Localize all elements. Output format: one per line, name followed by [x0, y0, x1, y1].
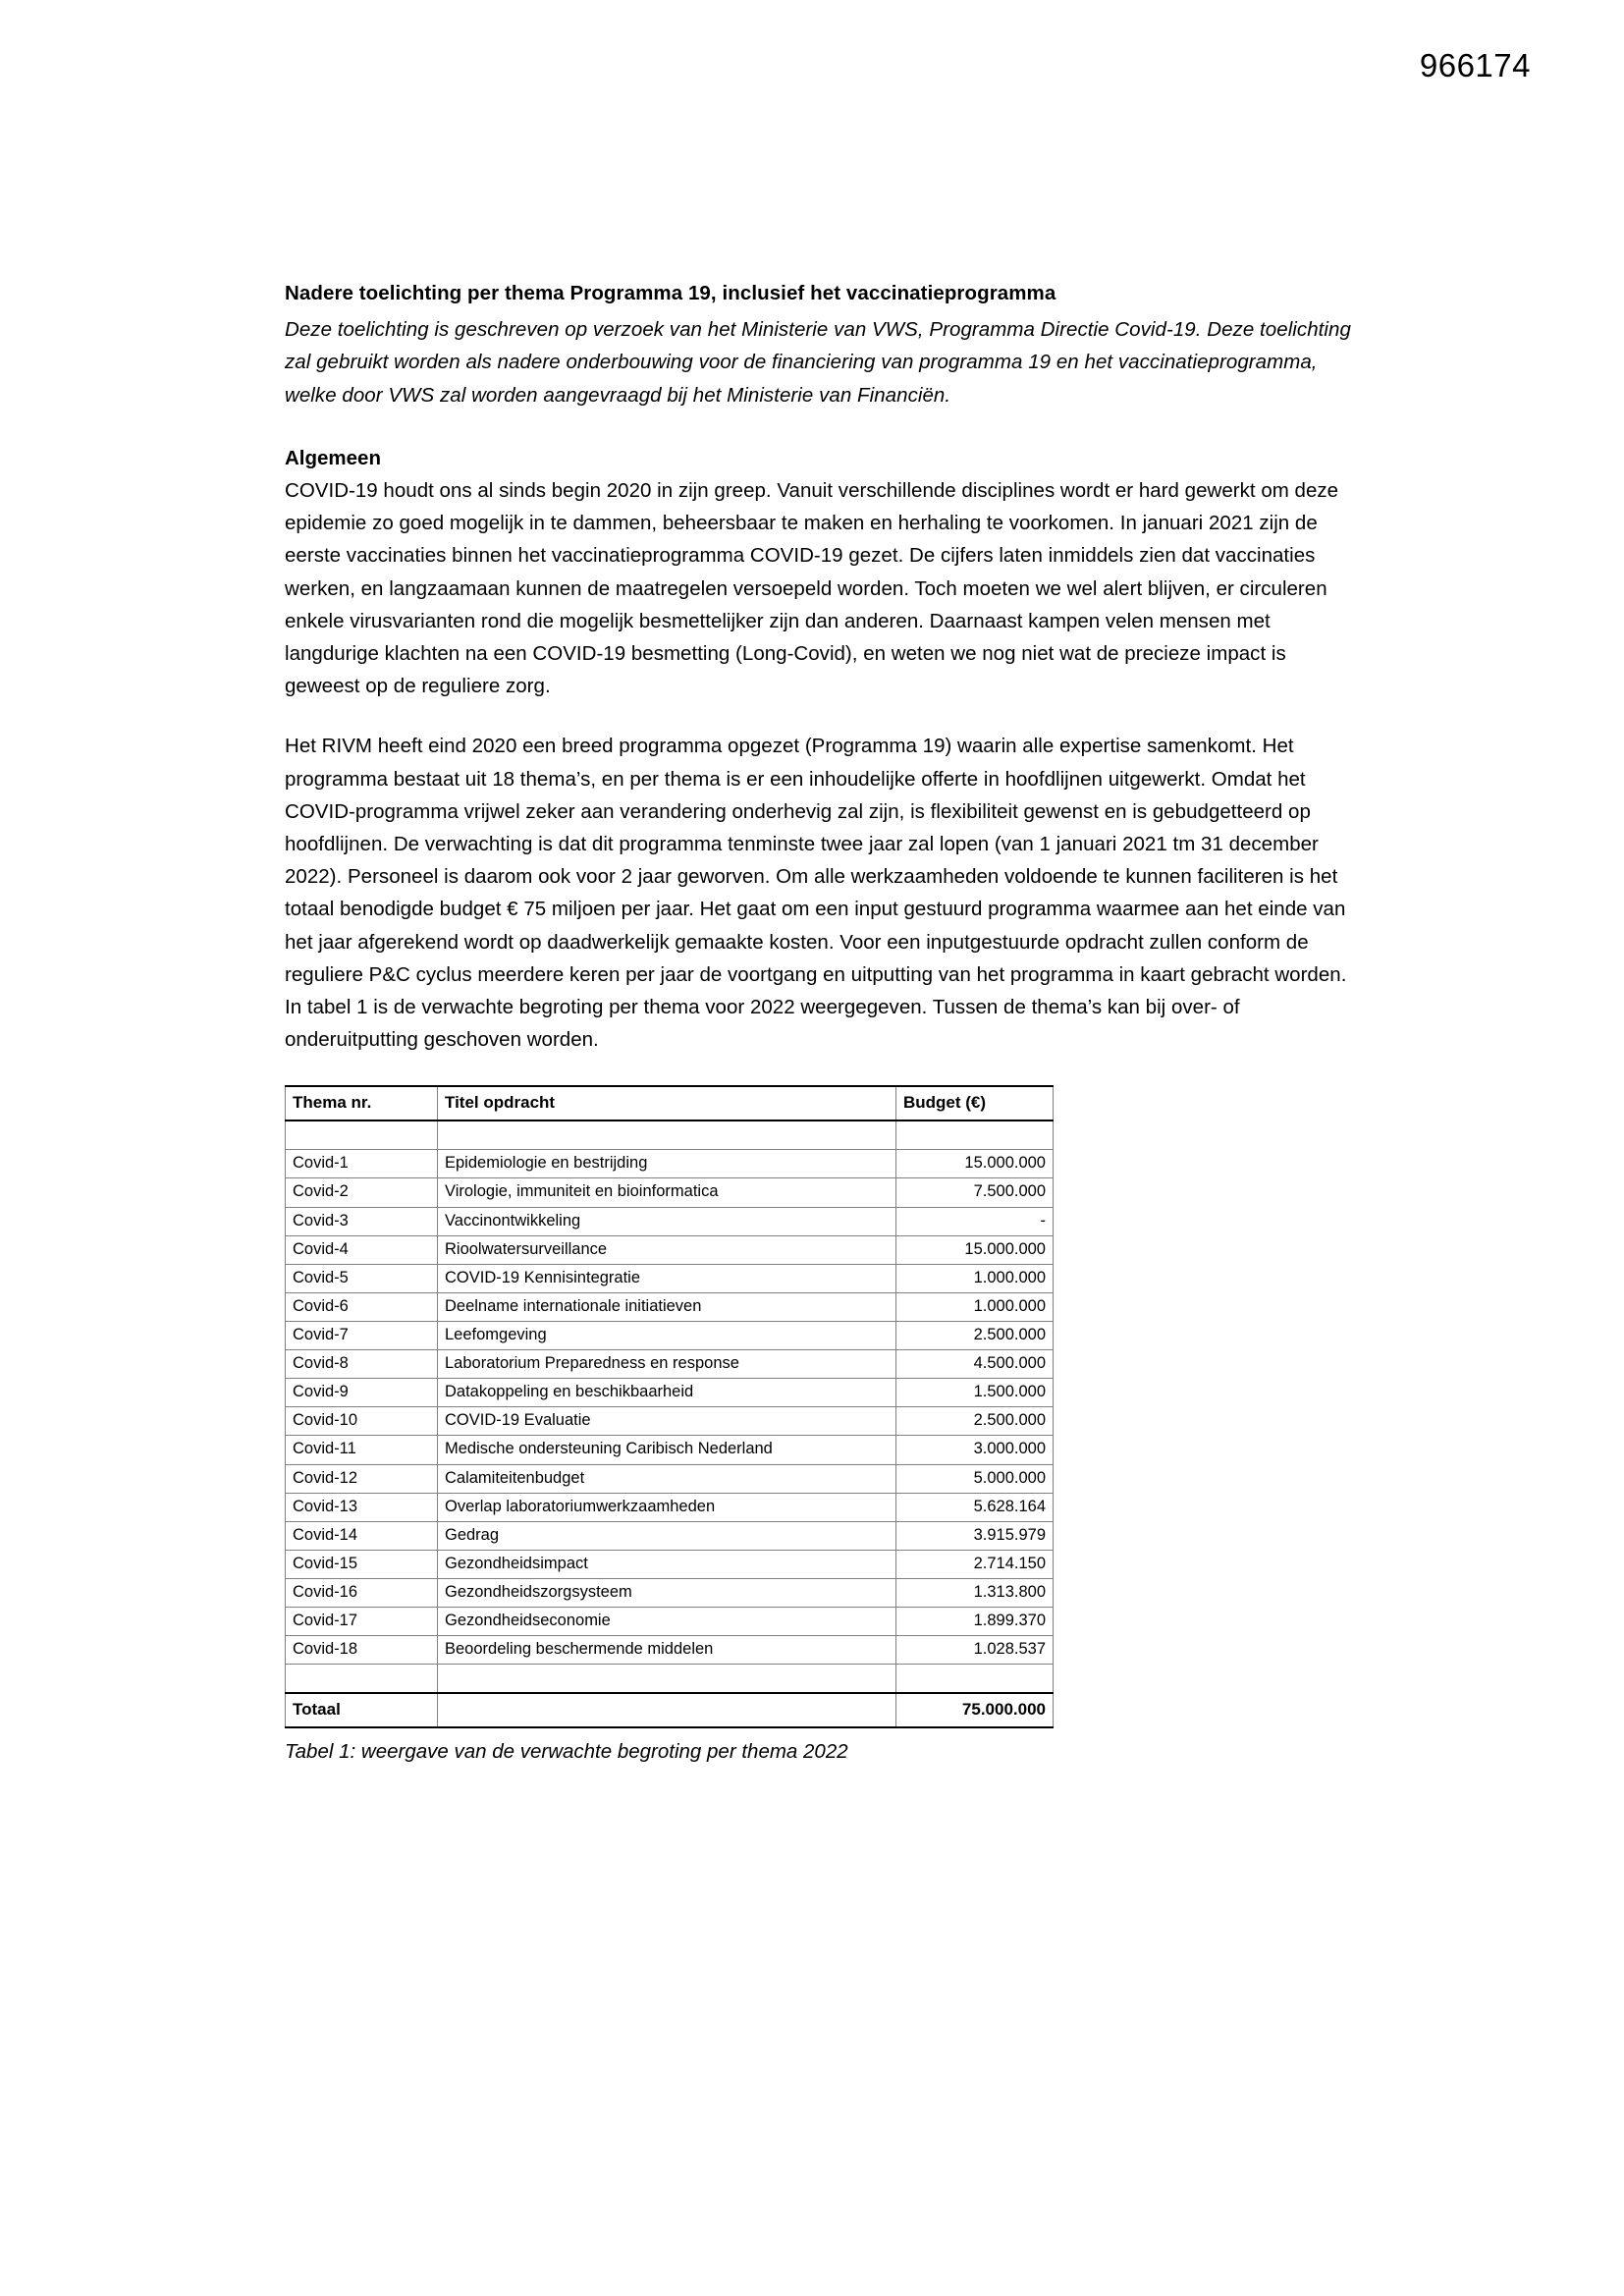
cell-titel-opdracht: COVID-19 Evaluatie: [438, 1407, 896, 1436]
cell-titel-opdracht: Datakoppeling en beschikbaarheid: [438, 1379, 896, 1407]
paragraph-algemeen-1: COVID-19 houdt ons al sinds begin 2020 in zijn greep. Vanuit verschillende disciplines wordt er hard gewerkt om deze epidemie zo goed mogelijk in te dammen, beheersbaar te maken en herhaling te voorkomen. In januari 2021 zijn de eerste vaccinaties binnen het vaccinatieprogramma COVID-19 gezet. De cijfers laten inmiddels zien dat vaccinaties werken, en langzaamaan kunnen de maatregelen versoepeld worden. Toch moeten we wel alert blijven, er circuleren enkele virusvarianten rond die mogelijk besmettelijker zijn dan anderen. Daarnaast kampen velen mensen met langdurige klachten na een COVID-19 besmetting (Long-Covid), en weten we nog niet wat de precieze impact is geweest op de reguliere zorg.: [285, 479, 1339, 698]
cell-titel-opdracht: Beoordeling beschermende middelen: [438, 1636, 896, 1665]
cell-budget: 2.500.000: [896, 1321, 1054, 1349]
cell-titel-opdracht: Gedrag: [438, 1521, 896, 1550]
cell-thema-nr: Covid-10: [286, 1407, 438, 1436]
cell-budget: 3.000.000: [896, 1436, 1054, 1464]
cell-thema-nr: Covid-17: [286, 1608, 438, 1636]
cell-budget: 2.714.150: [896, 1550, 1054, 1578]
table-header-row: [286, 1086, 1054, 1121]
cell-budget: 1.500.000: [896, 1379, 1054, 1407]
section-heading-algemeen: Algemeen: [285, 446, 381, 469]
cell-thema-nr: Covid-18: [286, 1636, 438, 1665]
cell-titel-opdracht: Rioolwatersurveillance: [438, 1235, 896, 1264]
intro-paragraph: Deze toelichting is geschreven op verzoek van het Ministerie van VWS, Programma Directie Covid-19. Deze toelichting zal gebruikt worden als nadere onderbouwing voor de financiering van programma 19 en het vaccinatieprogramma, welke door VWS zal worden aangevraagd bij het Ministerie van Financiën.: [285, 318, 1351, 407]
table-row: [286, 1321, 1054, 1349]
document-content: [285, 277, 1360, 1768]
cell-budget: 3.915.979: [896, 1521, 1054, 1550]
table-caption: Tabel 1: weergave van de verwachte begroting per thema 2022: [285, 1740, 848, 1764]
paragraph-algemeen-2: Het RIVM heeft eind 2020 een breed programma opgezet (Programma 19) waarin alle expertise samenkomt. Het programma bestaat uit 18 thema’s, en per thema is er een inhoudelijke offerte in hoofdlijnen uitgewerkt. Omdat het COVID-programma vrijwel zeker aan verandering onderhevig zal zijn, is flexibiliteit gewenst en is gebudgetteerd op hoofdlijnen. De verwachting is dat dit programma tenminste twee jaar zal lopen (van 1 januari 2021 tm 31 december 2022). Personeel is daarom ook voor 2 jaar geworven. Om alle werkzaamheden voldoende te kunnen faciliteren is het totaal benodigde budget € 75 miljoen per jaar. Het gaat om een input gestuurd programma waarmee aan het einde van het jaar afgerekend wordt op daadwerkelijk gemaakte kosten. Voor een inputgestuurde opdracht zullen conform de reguliere P&C cyclus meerdere keren per jaar de voortgang en uitputting van het programma in kaart gebracht worden. In tabel 1 is de verwachte begroting per thema voor 2022 weergegeven. Tussen de thema’s kan bij over- of onderuitputting geschoven worden.: [285, 735, 1347, 1052]
cell-titel-opdracht: Gezondheidseconomie: [438, 1608, 896, 1636]
spacer-cell-nr: [286, 1665, 438, 1694]
cell-budget: 1.028.537: [896, 1636, 1054, 1665]
cell-thema-nr: Covid-5: [286, 1264, 438, 1292]
table-row: [286, 1207, 1054, 1235]
column-header-thema-nr: Thema nr.: [286, 1086, 438, 1121]
cell-budget: 1.313.800: [896, 1578, 1054, 1607]
cell-thema-nr: Covid-2: [286, 1178, 438, 1207]
table-row: [286, 1150, 1054, 1178]
cell-thema-nr: Covid-16: [286, 1578, 438, 1607]
table-row: [286, 1464, 1054, 1493]
column-header-budget: Budget (€): [896, 1086, 1054, 1121]
table-row: [286, 1407, 1054, 1436]
cell-thema-nr: Covid-6: [286, 1292, 438, 1321]
cell-budget: 2.500.000: [896, 1407, 1054, 1436]
table-row: [286, 1379, 1054, 1407]
cell-titel-opdracht: Deelname internationale initiatieven: [438, 1292, 896, 1321]
budget-table-container: [285, 1085, 1053, 1728]
cell-titel-opdracht: Calamiteitenbudget: [438, 1464, 896, 1493]
column-header-titel-opdracht: Titel opdracht: [438, 1086, 896, 1121]
table-spacer-row-bottom: [286, 1665, 1054, 1694]
table-total-row: [286, 1693, 1054, 1727]
cell-thema-nr: Covid-7: [286, 1321, 438, 1349]
table-row: [286, 1436, 1054, 1464]
cell-total-title: [438, 1693, 896, 1727]
table-row: [286, 1178, 1054, 1207]
spacer-cell-title: [438, 1121, 896, 1150]
cell-titel-opdracht: Gezondheidsimpact: [438, 1550, 896, 1578]
cell-titel-opdracht: Laboratorium Preparedness en response: [438, 1350, 896, 1379]
cell-titel-opdracht: Epidemiologie en bestrijding: [438, 1150, 896, 1178]
cell-budget: 4.500.000: [896, 1350, 1054, 1379]
table-row: [286, 1521, 1054, 1550]
table-row: [286, 1350, 1054, 1379]
cell-thema-nr: Covid-3: [286, 1207, 438, 1235]
cell-thema-nr: Covid-9: [286, 1379, 438, 1407]
table-row: [286, 1493, 1054, 1521]
cell-thema-nr: Covid-11: [286, 1436, 438, 1464]
spacer-cell-title: [438, 1665, 896, 1694]
spacer-cell-budget: [896, 1665, 1054, 1694]
cell-thema-nr: Covid-8: [286, 1350, 438, 1379]
cell-titel-opdracht: Vaccinontwikkeling: [438, 1207, 896, 1235]
table-row: [286, 1264, 1054, 1292]
cell-thema-nr: Covid-14: [286, 1521, 438, 1550]
budget-table: [285, 1085, 1054, 1728]
cell-titel-opdracht: Leefomgeving: [438, 1321, 896, 1349]
cell-budget: -: [896, 1207, 1054, 1235]
cell-budget: 5.000.000: [896, 1464, 1054, 1493]
table-row: [286, 1235, 1054, 1264]
cell-budget: 7.500.000: [896, 1178, 1054, 1207]
cell-thema-nr: Covid-1: [286, 1150, 438, 1178]
spacer-cell-budget: [896, 1121, 1054, 1150]
table-row: [286, 1578, 1054, 1607]
cell-budget: 15.000.000: [896, 1235, 1054, 1264]
table-row: [286, 1608, 1054, 1636]
cell-budget: 15.000.000: [896, 1150, 1054, 1178]
table-row: [286, 1292, 1054, 1321]
cell-titel-opdracht: Medische ondersteuning Caribisch Nederland: [438, 1436, 896, 1464]
cell-titel-opdracht: COVID-19 Kennisintegratie: [438, 1264, 896, 1292]
cell-total-budget: 75.000.000: [896, 1693, 1054, 1727]
cell-thema-nr: Covid-4: [286, 1235, 438, 1264]
document-id-number: 966174: [1419, 47, 1531, 83]
cell-budget: 1.899.370: [896, 1608, 1054, 1636]
budget-table-body: [286, 1121, 1054, 1727]
table-row: [286, 1636, 1054, 1665]
cell-titel-opdracht: Gezondheidszorgsysteem: [438, 1578, 896, 1607]
cell-titel-opdracht: Overlap laboratoriumwerkzaamheden: [438, 1493, 896, 1521]
cell-thema-nr: Covid-12: [286, 1464, 438, 1493]
table-row: [286, 1550, 1054, 1578]
cell-budget: 5.628.164: [896, 1493, 1054, 1521]
page-title: Nadere toelichting per thema Programma 19, inclusief het vaccinatieprogramma: [285, 282, 1056, 304]
cell-thema-nr: Covid-13: [286, 1493, 438, 1521]
table-spacer-row-top: [286, 1121, 1054, 1150]
budget-table-head: [286, 1086, 1054, 1121]
cell-budget: 1.000.000: [896, 1292, 1054, 1321]
cell-thema-nr: Covid-15: [286, 1550, 438, 1578]
cell-titel-opdracht: Virologie, immuniteit en bioinformatica: [438, 1178, 896, 1207]
cell-total-label: Totaal: [286, 1693, 438, 1727]
cell-budget: 1.000.000: [896, 1264, 1054, 1292]
spacer-cell-nr: [286, 1121, 438, 1150]
